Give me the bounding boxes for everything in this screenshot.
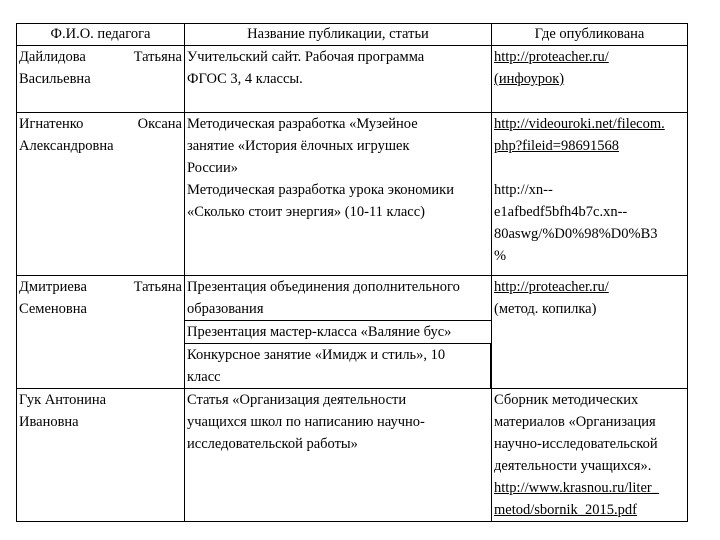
- teacher-last-name: Игнатенко: [19, 116, 84, 132]
- publication-line: Презентация объединения дополнительного: [187, 279, 460, 295]
- teacher-last-first-name: Гук Антонина: [19, 392, 107, 408]
- teacher-name-cell: [17, 113, 185, 276]
- teacher-name-cell: [17, 276, 185, 389]
- teacher-first-name: Татьяна: [133, 49, 182, 65]
- source-link[interactable]: http://proteacher.ru/: [494, 49, 609, 65]
- source-link[interactable]: http://proteacher.ru/: [494, 279, 609, 295]
- header-publication: Название публикации, статьи: [185, 24, 492, 46]
- publication-line: Конкурсное занятие «Имидж и стиль», 10: [187, 347, 446, 363]
- teacher-name-cell: [17, 46, 185, 113]
- publication-line: Методическая разработка урока экономики: [187, 182, 454, 198]
- table-row: [17, 113, 688, 276]
- spacer: [494, 157, 685, 179]
- publication-line: Презентация мастер-класса «Валяние бус»: [187, 324, 452, 340]
- teacher-patronymic: Семеновна: [19, 301, 87, 317]
- source-text-line: Сборник методических: [494, 392, 639, 408]
- publication-cell: [185, 113, 492, 276]
- teacher-name-cell: [17, 389, 185, 522]
- publication-cell: [185, 389, 492, 522]
- source-cell: [492, 113, 688, 276]
- table-row: [17, 389, 688, 522]
- publication-line: ФГОС 3, 4 классы.: [187, 71, 303, 87]
- source-note[interactable]: (инфоурок): [494, 71, 565, 87]
- source-cell: [492, 46, 688, 113]
- source-text-line: деятельности учащихся».: [494, 458, 652, 474]
- teacher-patronymic: Ивановна: [19, 414, 79, 430]
- publication-cell: [185, 46, 492, 113]
- table-row: [17, 46, 688, 113]
- publication-line: образования: [187, 301, 264, 317]
- publication-line: учащихся школ по написанию научно-: [187, 414, 425, 430]
- header-source: Где опубликована: [492, 24, 688, 46]
- source-url-line: http://xn--: [494, 182, 553, 198]
- source-url-line: 80aswg/%D0%98%D0%B3: [494, 226, 658, 242]
- source-cell: [492, 389, 688, 522]
- source-note: (метод. копилка): [494, 301, 597, 317]
- publication-line: Статья «Организация деятельности: [187, 392, 407, 408]
- header-teacher: Ф.И.О. педагога: [17, 24, 185, 46]
- publication-line: «Сколько стоит энергия» (10-11 класс): [187, 204, 425, 220]
- source-link[interactable]: metod/sbornik_2015.pdf: [494, 502, 637, 518]
- publications-table: [16, 23, 688, 522]
- teacher-patronymic: Васильевна: [19, 71, 91, 87]
- teacher-last-name: Дайлидова: [19, 49, 86, 65]
- source-text-line: материалов «Организация: [494, 414, 656, 430]
- publication-line: Методическая разработка «Музейное: [187, 116, 418, 132]
- source-text-line: научно-исследовательской: [494, 436, 658, 452]
- source-link[interactable]: http://videouroki.net/filecom.: [494, 116, 665, 132]
- teacher-first-name: Татьяна: [133, 279, 182, 295]
- table-row: [17, 276, 688, 389]
- publication-line: исследовательской работы»: [187, 436, 358, 452]
- teacher-patronymic: Александровна: [19, 138, 114, 154]
- header-row: [17, 24, 688, 46]
- publication-line: класс: [187, 369, 221, 385]
- publication-cell: [185, 276, 492, 389]
- teacher-last-name: Дмитриева: [19, 279, 87, 295]
- source-cell: [492, 276, 688, 389]
- publication-line: Учительский сайт. Рабочая программа: [187, 49, 425, 65]
- source-link[interactable]: php?fileid=98691568: [494, 138, 619, 154]
- source-url-line: e1afbedf5bfh4b7c.xn--: [494, 204, 628, 220]
- publication-line: занятие «История ёлочных игрушек: [187, 138, 410, 154]
- source-link[interactable]: http://www.krasnou.ru/liter_: [494, 480, 659, 496]
- teacher-first-name: Оксана: [137, 116, 182, 132]
- publication-line: России»: [187, 160, 238, 176]
- source-url-line: %: [494, 248, 507, 264]
